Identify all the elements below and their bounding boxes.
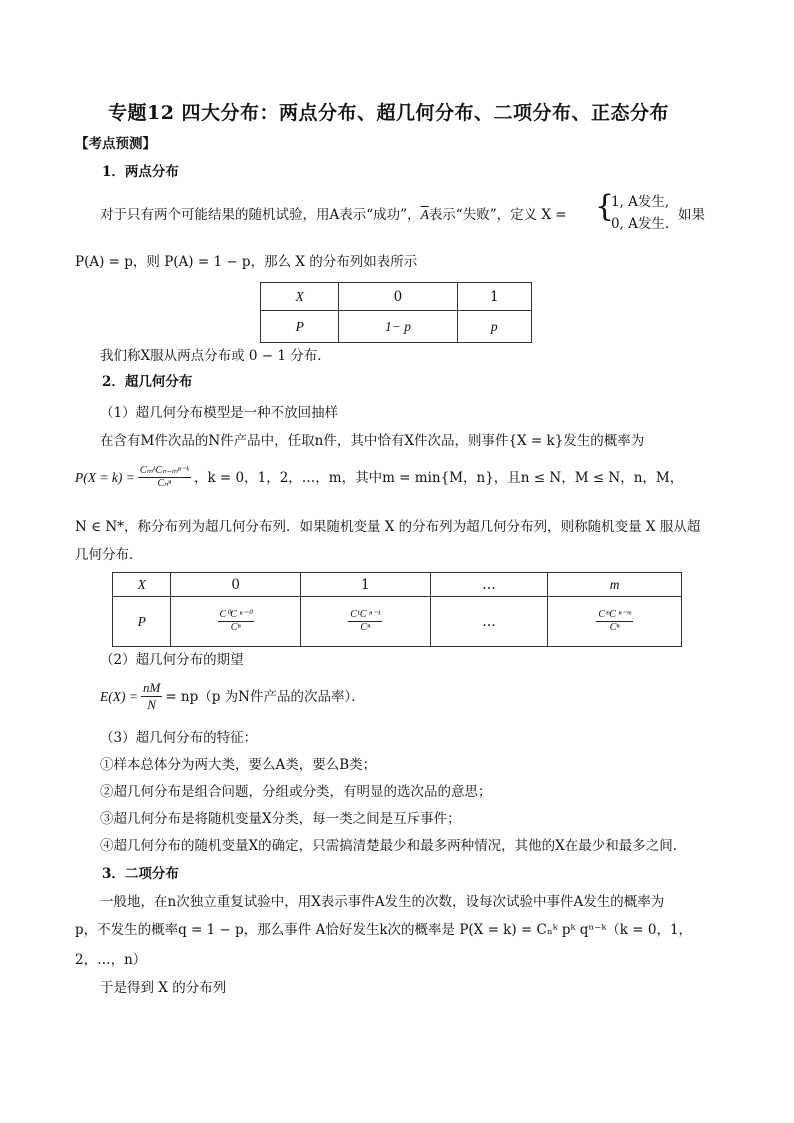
expectation-fraction: $\frac{nM}{N}$ — [142, 680, 161, 712]
hyper-formula-line — [75, 465, 683, 490]
two-point-if-text: 如果 — [678, 207, 705, 223]
section-heading-two-point: 1．两点分布 — [102, 164, 179, 180]
hyper-sub-2: （2）超几何分布的期望 — [100, 652, 244, 668]
table-cell: 0 — [339, 283, 457, 311]
section-heading-binomial: 3．二项分布 — [102, 866, 179, 882]
table-cell: P — [113, 597, 171, 647]
formula-fraction: $\frac{\text{CₘᵏCₙ₋ₘⁿ⁻ᵏ}}{\text{Cₙⁿ}}$ — [139, 465, 189, 489]
table-cell: 1 — [301, 573, 431, 597]
feature-2: ②超几何分布是组合问题，分组或分类，有明显的选次品的意思； — [100, 784, 492, 800]
table-cell: 0 — [171, 573, 301, 597]
table-cell: m — [548, 573, 682, 597]
table-cell: P — [261, 311, 339, 343]
case-1: 1, A发生, — [611, 194, 670, 210]
page-title: 专题12 四大分布：两点分布、超几何分布、二项分布、正态分布 — [108, 102, 670, 124]
feature-1: ①样本总体分为两大类，要么A类，要么B类； — [100, 757, 377, 773]
section-heading-hypergeometric: 2．超几何分布 — [102, 374, 193, 390]
table-cell: … — [430, 597, 548, 647]
formula-lhs: P(X = k) = — [75, 469, 135, 485]
table-cell: $\frac{\text{CᵐC ⁿ⁻ᵐ}}{\text{Cⁿ}}$ — [548, 597, 682, 647]
binomial-paragraph-4: 于是得到 X 的分布列 — [100, 980, 227, 996]
table-cell: … — [430, 573, 548, 597]
table-cell: X — [261, 283, 339, 311]
two-point-paragraph-2: P(A) = p，则 P(A) = 1 − p，那么 X 的分布列如表所示 — [75, 254, 418, 270]
a-bar-symbol: $\overline{A}$ — [420, 207, 429, 222]
binomial-paragraph-3: 2，…，n） — [75, 952, 147, 968]
two-point-paragraph-1: 对于只有两个可能结果的随机试验，用A表示“成功”，$\overline{A}$表示“失败”，定义 X = — [100, 207, 567, 223]
table-cell: $\frac{\text{C¹C ⁿ⁻¹}}{\text{Cⁿ}}$ — [301, 597, 431, 647]
section-tag: 【考点预测】 — [75, 136, 156, 152]
feature-4: ④超几何分布的随机变量X的确定，只需搞清楚最少和最多两种情况，其他的X在最少和最多之间． — [100, 838, 687, 854]
hyper-paragraph-3: N ∈ N*，称分布列为超几何分布列．如果随机变量 X 的分布列为超几何分布列，则称随机变量 X 服从超 — [75, 519, 701, 535]
hyper-paragraph-1: 在含有M件次品的N件产品中，任取n件，其中恰有X件次品，则事件{X = k}发生的概率为 — [100, 433, 645, 449]
binomial-paragraph-2: p，不发生的概率q = 1 − p，那么事件 A恰好发生k次的概率是 P(X = k) = Cₙᵏ pᵏ qⁿ⁻ᵏ（k = 0，1， — [75, 922, 693, 938]
expectation-formula — [100, 680, 365, 713]
expectation-lhs: E(X) = — [100, 688, 138, 704]
table-cell: 1 — [457, 283, 531, 311]
hypergeometric-table — [112, 572, 682, 647]
table-cell: p — [457, 311, 531, 343]
feature-3: ③超几何分布是将随机变量X分类，每一类之间是互斥事件； — [100, 811, 461, 827]
hyper-sub-1: （1）超几何分布模型是一种不放回抽样 — [100, 405, 339, 421]
hyper-paragraph-4: 几何分布． — [75, 547, 143, 563]
left-brace-icon: { — [595, 189, 615, 224]
case-2: 0, A发生. — [611, 216, 670, 232]
table-cell: $\frac{\text{C⁰C ⁿ⁻⁰}}{\text{Cⁿ}}$ — [171, 597, 301, 647]
two-point-table — [260, 282, 532, 343]
table-cell: X — [113, 573, 171, 597]
table-cell: 1− p — [339, 311, 457, 343]
two-point-paragraph-3: 我们称X服从两点分布或 0 − 1 分布． — [100, 348, 331, 364]
hyper-sub-3: （3）超几何分布的特征： — [100, 730, 258, 746]
formula-rhs: ，k = 0，1，2，…，m，其中m = min{M，n}，且n ≤ N，M ≤ N，n，M， — [193, 469, 684, 486]
expectation-rhs: = np（p 为N件产品的次品率）． — [165, 688, 365, 705]
binomial-paragraph-1: 一般地，在n次独立重复试验中，用X表示事件A发生的次数，设每次试验中事件A发生的概率为 — [100, 894, 665, 910]
